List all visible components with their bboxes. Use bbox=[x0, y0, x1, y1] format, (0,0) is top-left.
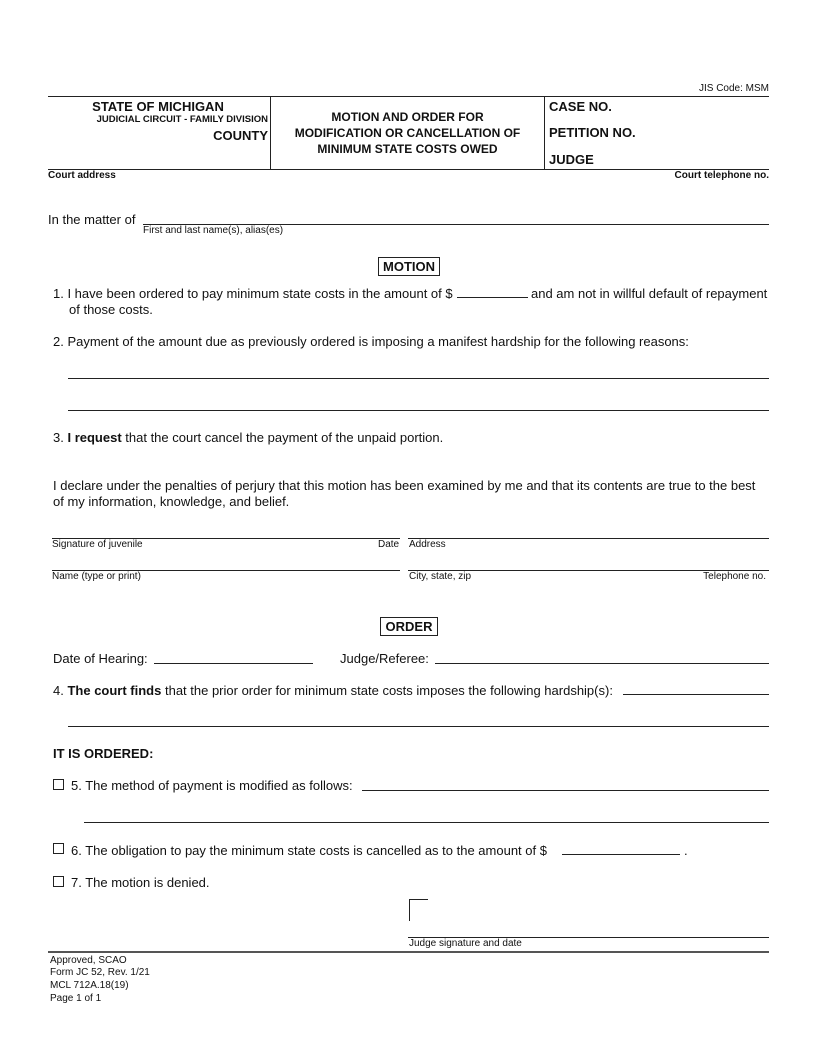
footer-rule bbox=[48, 951, 769, 953]
motion-item1-text: 1. I have been ordered to pay minimum state costs in the amount of $ bbox=[53, 286, 453, 301]
item6-period: . bbox=[684, 843, 688, 858]
court-address-label: Court address bbox=[48, 170, 116, 181]
matter-sublabel: First and last name(s), alias(es) bbox=[143, 225, 284, 236]
court-telephone-label: Court telephone no. bbox=[674, 170, 769, 181]
footer-page: Page 1 of 1 bbox=[50, 993, 102, 1004]
declaration-line2: of my information, knowledge, and belief. bbox=[53, 494, 290, 509]
date-of-hearing-label: Date of Hearing: bbox=[53, 651, 148, 666]
declaration-line1: I declare under the penalties of perjury that this motion has been examined by me and that its contents are true to the best bbox=[53, 478, 756, 493]
footer-form-number: Form JC 52, Rev. 1/21 bbox=[50, 967, 150, 978]
hardship-reason-line1[interactable] bbox=[68, 378, 769, 379]
motion-item1-text3: of those costs. bbox=[69, 302, 153, 317]
item3-number: 3. bbox=[53, 430, 64, 445]
jis-code: JIS Code: MSM bbox=[698, 83, 769, 94]
form-title-line3: MINIMUM STATE COSTS OWED bbox=[317, 142, 498, 156]
order-item5-text: 5. The method of payment is modified as follows: bbox=[71, 778, 353, 793]
petition-no-label: PETITION NO. bbox=[549, 125, 636, 140]
state-name: STATE OF MICHIGAN bbox=[92, 99, 224, 114]
hardship-reason-line2[interactable] bbox=[68, 410, 769, 411]
name-print-label: Name (type or print) bbox=[52, 571, 141, 582]
order-item7-text: 7. The motion is denied. bbox=[71, 875, 210, 890]
item5-checkbox[interactable] bbox=[53, 779, 64, 790]
header-divider-right bbox=[544, 97, 545, 169]
judge-signature-label: Judge signature and date bbox=[409, 938, 522, 949]
item7-checkbox[interactable] bbox=[53, 876, 64, 887]
item6-checkbox[interactable] bbox=[53, 843, 64, 854]
judge-label: JUDGE bbox=[549, 152, 594, 167]
date-of-hearing-field[interactable] bbox=[154, 663, 313, 664]
address-field[interactable] bbox=[408, 538, 769, 539]
judge-referee-field[interactable] bbox=[435, 663, 769, 664]
order-item6-text: 6. The obligation to pay the minimum state costs is cancelled as to the amount of $ bbox=[71, 843, 547, 858]
modification-line2[interactable] bbox=[84, 822, 769, 823]
order-item4-text bbox=[53, 683, 613, 698]
matter-label: In the matter of bbox=[48, 212, 136, 227]
item3-bold: I request bbox=[67, 430, 122, 445]
item1-amount-field[interactable] bbox=[457, 297, 528, 298]
address-label: Address bbox=[409, 539, 446, 550]
item4-rest: that the prior order for minimum state costs imposes the following hardship(s): bbox=[161, 683, 613, 698]
item4-number: 4. bbox=[53, 683, 64, 698]
it-is-ordered-heading: IT IS ORDERED: bbox=[53, 746, 154, 761]
telephone-label: Telephone no. bbox=[703, 571, 766, 582]
cancelled-amount-field[interactable] bbox=[562, 854, 680, 855]
sig-date-label: Date bbox=[378, 539, 400, 550]
motion-item2-text: 2. Payment of the amount due as previously ordered is imposing a manifest hardship for the following reasons: bbox=[53, 334, 689, 349]
order-heading: ORDER bbox=[380, 617, 438, 636]
header-bottom-rule bbox=[48, 169, 769, 170]
modification-field[interactable] bbox=[362, 790, 769, 791]
motion-item3-text bbox=[53, 430, 443, 445]
court-finds-line2[interactable] bbox=[68, 726, 769, 727]
circuit-label: JUDICIAL CIRCUIT - FAMILY DIVISION bbox=[96, 114, 268, 125]
footer-approved: Approved, SCAO bbox=[50, 955, 127, 966]
county-label: COUNTY bbox=[213, 128, 268, 143]
motion-heading: MOTION bbox=[378, 257, 440, 276]
case-no-label: CASE NO. bbox=[549, 99, 612, 114]
court-finds-field[interactable] bbox=[623, 694, 769, 695]
item4-bold: The court finds bbox=[67, 683, 162, 698]
form-title-line1: MOTION AND ORDER FOR bbox=[331, 110, 484, 124]
sig-juvenile-label: Signature of juvenile bbox=[52, 539, 143, 550]
seal-corner-vertical bbox=[409, 900, 410, 921]
motion-item1-text2: and am not in willful default of repayment bbox=[531, 286, 768, 301]
city-state-zip-label: City, state, zip bbox=[409, 571, 472, 582]
seal-corner-horizontal bbox=[409, 899, 428, 900]
item3-rest: that the court cancel the payment of the unpaid portion. bbox=[121, 430, 444, 445]
judge-referee-label: Judge/Referee: bbox=[340, 651, 429, 666]
header-top-rule bbox=[48, 96, 769, 97]
form-title-line2: MODIFICATION OR CANCELLATION OF bbox=[294, 126, 521, 140]
footer-mcl: MCL 712A.18(19) bbox=[50, 980, 129, 991]
